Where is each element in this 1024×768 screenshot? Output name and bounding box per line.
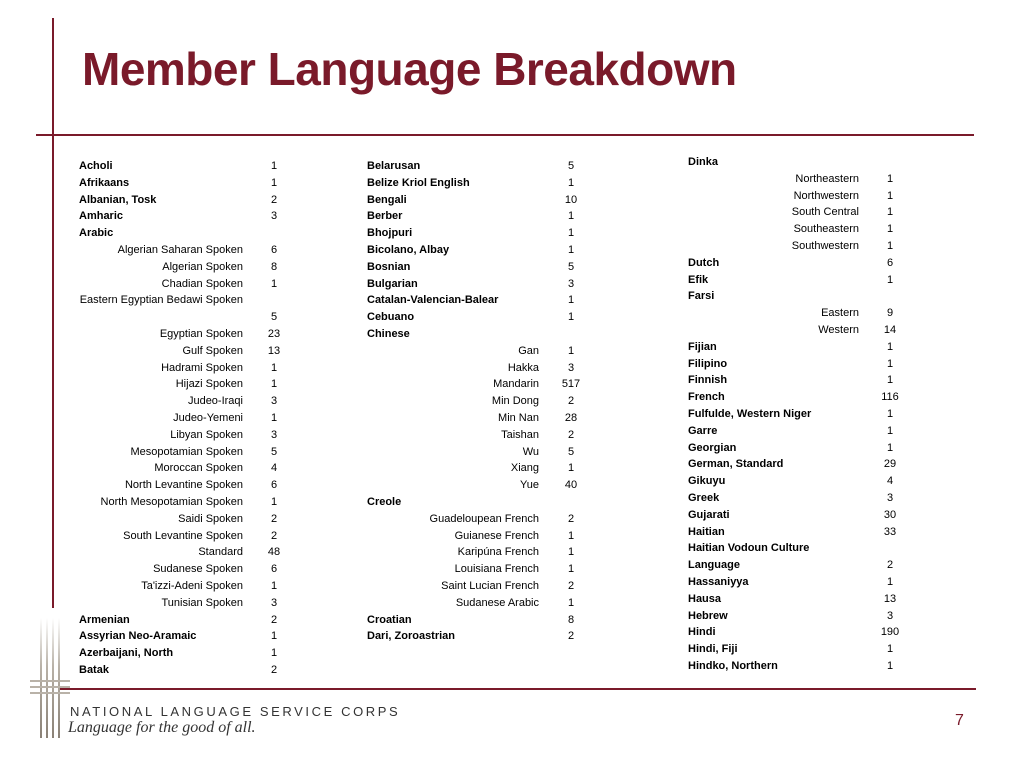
member-count: 5 [270, 445, 278, 458]
dialect-name: Chadian Spoken [161, 277, 243, 290]
language-name: Berber [367, 210, 403, 223]
language-row [367, 192, 587, 209]
dialect-name: Northwestern [793, 189, 859, 202]
language-row [79, 612, 289, 629]
language-row [688, 658, 903, 675]
member-count: 2 [270, 529, 278, 542]
language-row [367, 628, 587, 645]
language-name: Armenian [79, 613, 130, 626]
language-row [688, 356, 903, 373]
member-count: 13 [883, 592, 897, 605]
member-count: 23 [267, 327, 281, 340]
page-number: 7 [955, 712, 964, 729]
member-count: 5 [567, 445, 575, 458]
member-count: 1 [886, 643, 894, 656]
member-count: 1 [886, 374, 894, 387]
language-name: Hindi, Fiji [688, 643, 738, 656]
language-name: Batak [79, 663, 109, 676]
language-row [367, 494, 587, 511]
language-sub-row [79, 511, 289, 528]
dialect-name: Eastern [821, 307, 859, 320]
language-row [79, 158, 289, 175]
dialect-name: Guadeloupean French [429, 512, 539, 525]
language-row [688, 574, 903, 591]
language-name: Bengali [367, 193, 407, 206]
language-name: German, Standard [688, 458, 784, 471]
member-count: 8 [567, 613, 575, 626]
language-column-2 [367, 158, 587, 645]
language-row [688, 288, 903, 305]
language-name: Haitian Vodoun Culture Language [688, 542, 810, 572]
language-sub-row [688, 171, 903, 188]
language-sub-row [367, 393, 587, 410]
language-name: Assyrian Neo-Aramaic [79, 630, 197, 643]
member-count: 1 [886, 659, 894, 672]
language-row [688, 154, 903, 171]
member-count: 1 [886, 357, 894, 370]
language-name: Hassaniyya [688, 575, 749, 588]
language-name: Farsi [688, 290, 715, 303]
language-sub-row [688, 322, 903, 339]
organization-name: NATIONAL LANGUAGE SERVICE CORPS [70, 704, 401, 719]
language-row [688, 608, 903, 625]
member-count: 5 [567, 260, 575, 273]
member-count: 1 [567, 176, 575, 189]
language-name: Finnish [688, 374, 728, 387]
member-count: 1 [567, 294, 575, 307]
language-column-1 [79, 158, 289, 679]
language-sub-row [79, 460, 289, 477]
member-count: 1 [886, 424, 894, 437]
language-row [367, 225, 587, 242]
language-name: Hindko, Northern [688, 659, 778, 672]
language-sub-row [367, 561, 587, 578]
dialect-name: Saint Lucian French [441, 579, 539, 592]
language-row [688, 524, 903, 541]
member-count: 8 [270, 260, 278, 273]
language-sub-row [367, 578, 587, 595]
language-row [367, 175, 587, 192]
language-name: Amharic [79, 210, 124, 223]
member-count: 6 [270, 563, 278, 576]
member-count: 3 [270, 428, 278, 441]
member-count: 1 [567, 227, 575, 240]
language-row [688, 372, 903, 389]
dialect-name: Taishan [501, 428, 539, 441]
language-sub-row [367, 360, 587, 377]
member-count: 1 [886, 172, 894, 185]
language-name: Efik [688, 273, 709, 286]
language-name: Creole [367, 495, 402, 508]
member-count: 1 [270, 160, 278, 172]
language-sub-row [688, 238, 903, 255]
language-name: Haitian [688, 525, 725, 538]
member-count: 6 [270, 243, 278, 256]
member-count: 1 [886, 575, 894, 588]
member-count: 6 [270, 479, 278, 492]
member-count: 1 [567, 546, 575, 559]
member-count: 2 [567, 428, 575, 441]
dialect-name: Min Nan [498, 411, 539, 424]
language-sub-row [367, 376, 587, 393]
dialect-name: Mesopotamian Spoken [130, 445, 243, 458]
language-column-3 [688, 154, 903, 675]
dialect-name: Southeastern [793, 223, 859, 236]
language-sub-row [367, 511, 587, 528]
language-row [79, 175, 289, 192]
language-sub-row [79, 242, 289, 259]
language-sub-row [367, 595, 587, 612]
dialect-name: Algerian Saharan Spoken [117, 243, 243, 256]
member-count: 3 [270, 596, 278, 609]
language-row [367, 309, 587, 326]
language-sub-row [79, 561, 289, 578]
language-row [688, 456, 903, 473]
language-name: Greek [688, 491, 720, 504]
dialect-name: Hadrami Spoken [161, 361, 243, 374]
member-count: 1 [270, 378, 278, 391]
language-name: Belarusan [367, 160, 421, 172]
language-sub-row [688, 204, 903, 221]
language-sub-row [367, 544, 587, 561]
language-name: Georgian [688, 441, 737, 454]
dialect-name: Eastern Egyptian Bedawi Spoken [79, 294, 243, 307]
member-count: 10 [564, 193, 578, 206]
member-count: 1 [270, 647, 278, 660]
member-count: 1 [886, 441, 894, 454]
dialect-name: North Mesopotamian Spoken [100, 495, 243, 508]
member-count: 116 [881, 391, 899, 404]
dialect-name: Judeo-Iraqi [187, 395, 243, 408]
language-name: Hausa [688, 592, 722, 605]
language-sub-row [79, 427, 289, 444]
language-row [688, 423, 903, 440]
member-count: 190 [880, 626, 900, 639]
dialect-name: Tunisian Spoken [161, 596, 243, 609]
language-sub-row [367, 410, 587, 427]
page-title: Member Language Breakdown [82, 43, 737, 95]
member-count: 1 [567, 344, 575, 357]
member-count: 3 [567, 361, 575, 374]
language-row [688, 624, 903, 641]
dialect-name: South Central [791, 206, 859, 219]
language-row [79, 192, 289, 209]
dialect-name: Ta'izzi-Adeni Spoken [141, 579, 243, 592]
language-sub-row [688, 305, 903, 322]
language-name: Bulgarian [367, 277, 418, 290]
language-sub-row [79, 544, 289, 561]
logo-mark-lines [30, 676, 70, 706]
member-count: 48 [267, 546, 281, 559]
member-count: 2 [270, 663, 278, 676]
member-count: 1 [270, 361, 278, 374]
language-sub-row [367, 343, 587, 360]
language-name: Gikuyu [688, 475, 726, 488]
language-row [688, 255, 903, 272]
language-sub-row [367, 477, 587, 494]
dialect-name: Min Dong [491, 395, 539, 408]
member-count: 3 [270, 395, 278, 408]
dialect-name: Wu [522, 445, 539, 458]
dialect-name: North Levantine Spoken [124, 479, 243, 492]
dialect-name: Northeastern [795, 172, 859, 185]
member-count: 1 [567, 311, 575, 324]
member-count: 1 [270, 495, 278, 508]
language-name: Dutch [688, 256, 720, 269]
language-row [688, 591, 903, 608]
language-sub-row [79, 343, 289, 360]
language-row [688, 507, 903, 524]
language-name: Arabic [79, 227, 114, 240]
member-count: 1 [270, 579, 278, 592]
language-sub-row [79, 595, 289, 612]
language-row [688, 490, 903, 507]
language-row [688, 406, 903, 423]
language-sub-row [79, 477, 289, 494]
language-row [367, 158, 587, 175]
member-count: 2 [567, 395, 575, 408]
member-count: 1 [270, 277, 278, 290]
member-count: 2 [567, 512, 575, 525]
language-sub-row [79, 494, 289, 511]
member-count: 1 [886, 189, 894, 202]
language-row [688, 473, 903, 490]
language-sub-row [688, 221, 903, 238]
language-row [688, 272, 903, 289]
dialect-name: Western [818, 323, 859, 336]
member-count: 2 [270, 193, 278, 206]
language-sub-row [79, 326, 289, 343]
language-row [688, 440, 903, 457]
language-name: Croatian [367, 613, 412, 626]
member-count: 33 [883, 525, 897, 538]
member-count: 2 [270, 613, 278, 626]
dialect-name: Hakka [507, 361, 539, 374]
member-count: 1 [886, 206, 894, 219]
dialect-name: South Levantine Spoken [123, 529, 243, 542]
language-name: Fijian [688, 340, 717, 353]
language-row [688, 540, 903, 574]
member-count: 1 [886, 340, 894, 353]
member-count: 517 [561, 378, 581, 391]
language-name: Afrikaans [79, 176, 130, 189]
member-count: 5 [270, 311, 278, 324]
language-sub-row [79, 292, 289, 326]
language-row [367, 259, 587, 276]
dialect-name: Yue [520, 479, 539, 492]
dialect-name: Southwestern [791, 239, 859, 252]
dialect-name: Judeo-Yemeni [173, 411, 243, 424]
language-row [367, 612, 587, 629]
language-name: Azerbaijani, North [79, 647, 174, 660]
member-count: 5 [567, 160, 575, 172]
member-count: 1 [567, 243, 575, 256]
member-count: 1 [270, 630, 278, 643]
language-sub-row [79, 528, 289, 545]
member-count: 4 [886, 475, 894, 488]
member-count: 1 [270, 411, 278, 424]
language-name: Catalan-Valencian-Balear [367, 294, 499, 307]
member-count: 29 [883, 458, 897, 471]
language-row [688, 641, 903, 658]
language-sub-row [79, 410, 289, 427]
language-name: Hebrew [688, 609, 728, 622]
member-count: 1 [567, 563, 575, 576]
member-count: 30 [883, 508, 897, 521]
member-count: 2 [567, 630, 575, 643]
title-underline [36, 134, 974, 136]
language-name: Dinka [688, 156, 718, 168]
language-row [688, 339, 903, 356]
member-count: 1 [886, 223, 894, 236]
language-sub-row [367, 528, 587, 545]
member-count: 3 [567, 277, 575, 290]
language-sub-row [688, 188, 903, 205]
member-count: 1 [567, 529, 575, 542]
language-sub-row [79, 444, 289, 461]
language-sub-row [367, 460, 587, 477]
member-count: 1 [270, 176, 278, 189]
language-name: French [688, 391, 725, 404]
member-count: 3 [270, 210, 278, 223]
member-count: 13 [267, 344, 281, 357]
dialect-name: Standard [198, 546, 243, 559]
language-row [367, 242, 587, 259]
dialect-name: Algerian Spoken [162, 260, 243, 273]
language-name: Hindi [688, 626, 716, 639]
dialect-name: Louisiana French [454, 563, 539, 576]
language-name: Cebuano [367, 311, 415, 324]
dialect-name: Gan [518, 344, 539, 357]
dialect-name: Karipúna French [457, 546, 539, 559]
member-count: 6 [886, 256, 894, 269]
language-name: Bicolano, Albay [367, 243, 450, 256]
language-name: Dari, Zoroastrian [367, 630, 456, 643]
language-name: Acholi [79, 160, 113, 172]
language-sub-row [367, 427, 587, 444]
dialect-name: Egyptian Spoken [159, 327, 243, 340]
member-count: 1 [567, 210, 575, 223]
member-count: 1 [567, 596, 575, 609]
member-count: 28 [564, 411, 578, 424]
language-name: Filipino [688, 357, 728, 370]
dialect-name: Libyan Spoken [170, 428, 243, 441]
member-count: 1 [567, 462, 575, 475]
language-sub-row [79, 259, 289, 276]
language-row [79, 225, 289, 242]
member-count: 3 [886, 609, 894, 622]
language-row [79, 628, 289, 645]
dialect-name: Moroccan Spoken [154, 462, 243, 475]
language-sub-row [79, 578, 289, 595]
language-name: Chinese [367, 327, 410, 340]
member-count: 2 [270, 512, 278, 525]
language-row [367, 326, 587, 343]
language-name: Fulfulde, Western Niger [688, 407, 812, 420]
language-row [367, 208, 587, 225]
left-accent-line [52, 18, 54, 608]
language-sub-row [79, 276, 289, 293]
language-sub-row [79, 360, 289, 377]
member-count: 14 [883, 323, 897, 336]
member-count: 3 [886, 491, 894, 504]
dialect-name: Gulf Spoken [182, 344, 243, 357]
dialect-name: Sudanese Arabic [455, 596, 539, 609]
dialect-name: Hijazi Spoken [175, 378, 243, 391]
dialect-name: Saidi Spoken [178, 512, 243, 525]
member-count: 4 [270, 462, 278, 475]
language-row [688, 389, 903, 406]
language-sub-row [79, 376, 289, 393]
language-sub-row [79, 393, 289, 410]
member-count: 2 [886, 559, 894, 572]
dialect-name: Xiang [510, 462, 539, 475]
language-name: Belize Kriol English [367, 176, 470, 189]
member-count: 2 [567, 579, 575, 592]
member-count: 9 [886, 307, 894, 320]
dialect-name: Sudanese Spoken [153, 563, 243, 576]
language-row [79, 662, 289, 679]
language-row [367, 276, 587, 293]
member-count: 1 [886, 239, 894, 252]
language-row [79, 645, 289, 662]
dialect-name: Mandarin [493, 378, 539, 391]
footer-rule [60, 688, 976, 690]
dialect-name: Guianese French [454, 529, 539, 542]
language-name: Bosnian [367, 260, 411, 273]
member-count: 40 [564, 479, 578, 492]
language-name: Albanian, Tosk [79, 193, 157, 206]
language-name: Bhojpuri [367, 227, 413, 240]
member-count: 1 [886, 407, 894, 420]
language-row [79, 208, 289, 225]
language-row [367, 292, 587, 309]
organization-tagline: Language for the good of all. [68, 719, 256, 736]
member-count: 1 [886, 273, 894, 286]
language-name: Gujarati [688, 508, 730, 521]
language-name: Garre [688, 424, 718, 437]
language-sub-row [367, 444, 587, 461]
